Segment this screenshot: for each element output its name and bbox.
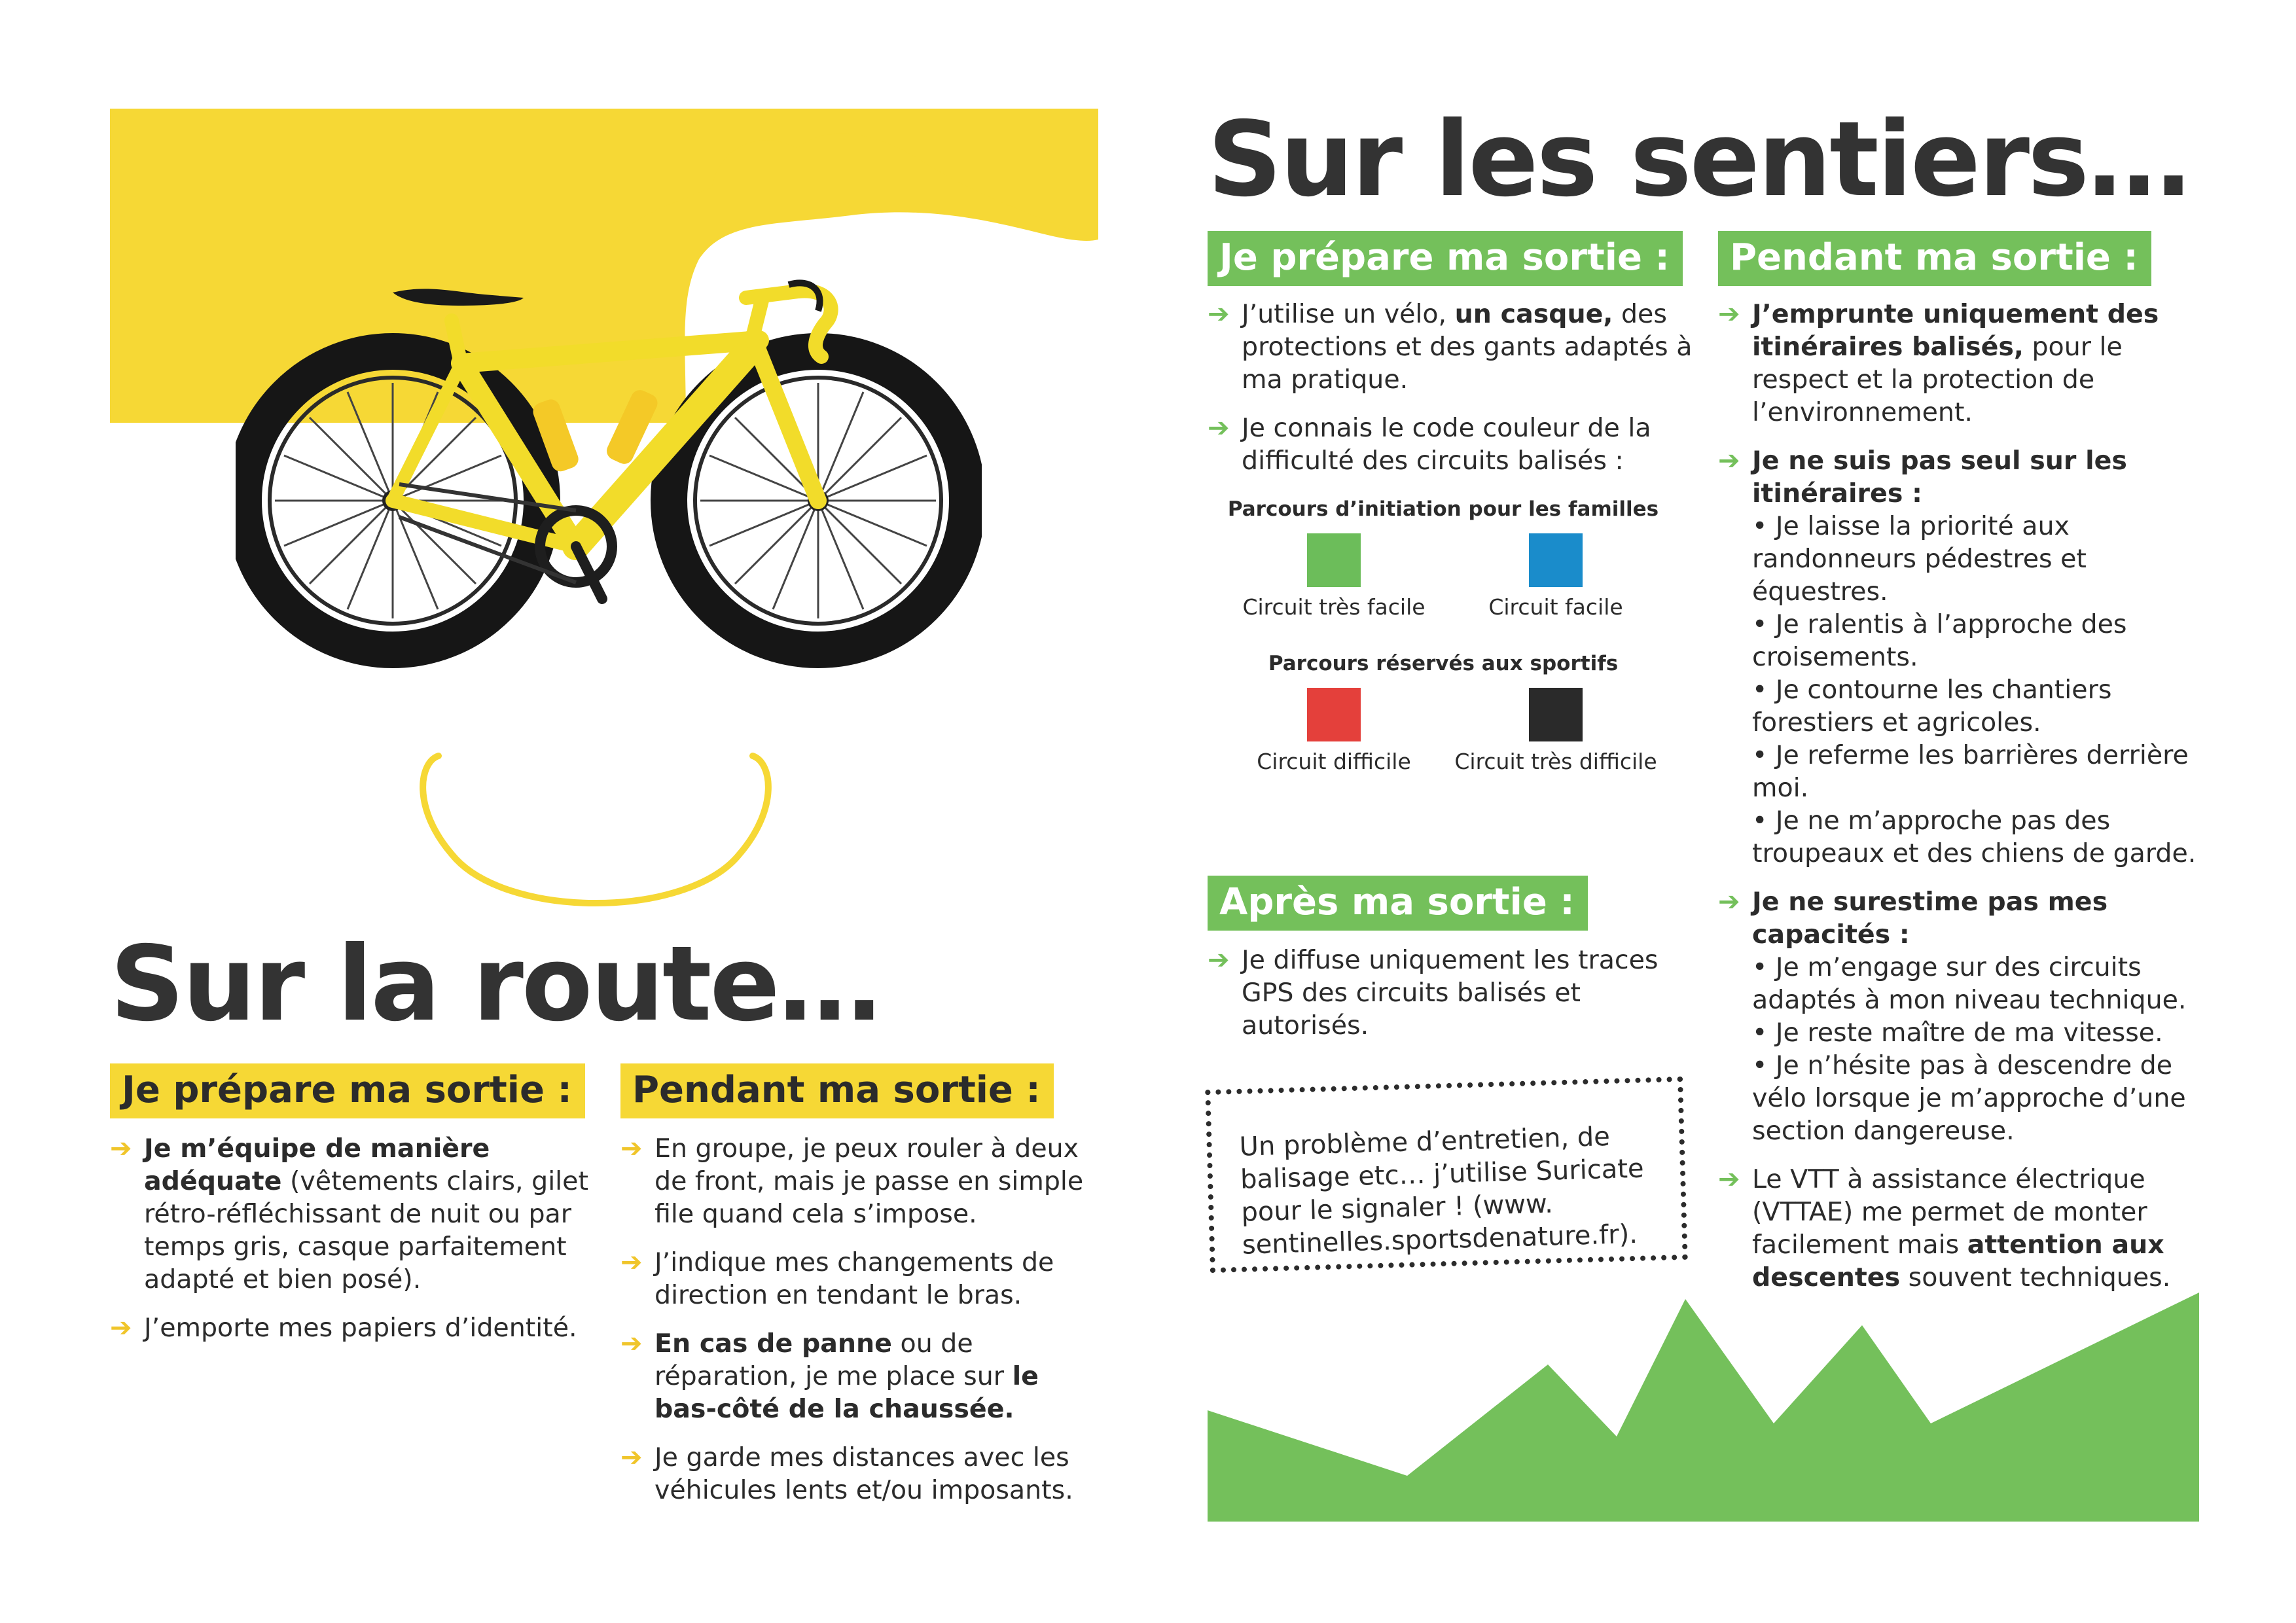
list-item: ➔ Je ne suis pas seul sur les itinéraires : • Je laisse la priorité aux randonneurs pédestres et équestres. • Je ralentis à l’approche des croisements. • Je contourne les chantiers forestiers et agricoles. • Je referme les barrières derrière moi. • Je ne m’approche pas des troupeaux et des chiens de garde. [1718,446,2197,868]
very-hard-swatch [1529,688,1583,741]
list-item: ➔ Le VTT à assistance électrique (VTTAE) me permet de monter facilement mais attention aux descentes souvent techniques. [1718,1164,2171,1293]
yellow-frame [393,298,818,546]
hard-label: Circuit difficile [1257,749,1411,774]
difficulty-legend [1217,497,1669,785]
road-during-heading: Pendant ma sortie : [620,1063,1054,1118]
list-item: ➔ En groupe, je peux rouler à deux de front, mais je passe en simple file quand cela s’impose. [620,1133,1084,1229]
list-item: ➔ J’emprunte uniquement des itinéraires balisés, pour le respect et la protection de l’environnement. [1718,299,2159,427]
arrow-right-icon: ➔ [620,1329,643,1359]
list-item: ➔ En cas de panne ou de réparation, je me place sur le bas-côté de la chaussée. [620,1329,1039,1424]
trails-prepare-heading: Je prépare ma sortie : [1208,231,1683,286]
trails-after-list [1208,944,1679,1058]
arrow-right-icon: ➔ [1718,299,1740,329]
easy-label: Circuit facile [1488,594,1623,620]
arrow-right-icon: ➔ [1718,887,1740,917]
very-hard-label: Circuit très difficile [1454,749,1657,774]
arrow-right-icon: ➔ [110,1313,132,1343]
hard-swatch [1307,688,1361,741]
road-bike-illustration [236,259,982,704]
list-item: ➔ Je diffuse uniquement les traces GPS des circuits balisés et autorisés. [1208,945,1659,1041]
saddle [393,289,524,306]
arrow-right-icon: ➔ [620,1442,643,1472]
list-item: ➔ J’utilise un vélo, un casque, des protections et des gants adaptés à ma pratique. [1208,299,1693,395]
list-item: ➔ Je garde mes distances avec les véhicules lents et/ou imposants. [620,1442,1073,1505]
road-prepare-list [110,1132,607,1360]
road-prepare-heading: Je prépare ma sortie : [110,1063,585,1118]
list-item: ➔ Je connais le code couleur de la difficulté des circuits balisés : [1208,413,1651,476]
smile-arc [406,736,785,933]
road-during-list [620,1132,1105,1522]
arrow-right-icon: ➔ [620,1133,643,1164]
trails-after-heading: Après ma sortie : [1208,876,1588,931]
road-title: Sur la route… [110,924,880,1044]
list-item: ➔ J’indique mes changements de direction en tendant le bras. [620,1247,1054,1310]
arrow-right-icon: ➔ [1208,945,1230,975]
arrow-right-icon: ➔ [1718,446,1740,476]
arrow-right-icon: ➔ [1208,413,1230,443]
list-item: ➔ Je ne surestime pas mes capacités : • Je m’engage sur des circuits adaptés à mon niveau technique. • Je reste maître de ma vitesse. • Je n’hésite pas à descendre de vélo lorsque je m’approche d’une section dangereuse. [1718,887,2187,1146]
trails-title: Sur les sentiers… [1208,99,2189,220]
suricate-notice-text: Un problème d’entretien, de balisage etc… j’utilise Suricate pour le signaler ! (www. sentinelles.sportsdenature.fr). [1239,1122,1645,1260]
list-item: ➔ Je m’équipe de manière adéquate (vêtements clairs, gilet rétro-réfléchissant de nuit ou par temps gris, casque parfaitement adapté et bien posé). [110,1133,588,1294]
green-mountain-shape [1208,1293,2199,1522]
family-legend-title: Parcours d’initiation pour les familles [1227,497,1659,521]
suricate-notice-box [1205,1077,1688,1273]
arrow-right-icon: ➔ [1718,1164,1740,1194]
very-easy-swatch [1307,533,1361,587]
trails-prepare-list [1208,298,1705,493]
sport-legend-title: Parcours réservés aux sportifs [1268,652,1619,675]
trails-during-list [1718,298,2209,1310]
list-item: ➔ J’emporte mes papiers d’identité. [110,1313,577,1343]
arrow-right-icon: ➔ [110,1133,132,1164]
easy-swatch [1529,533,1583,587]
trails-during-heading: Pendant ma sortie : [1718,231,2151,286]
arrow-right-icon: ➔ [1208,299,1230,329]
arrow-right-icon: ➔ [620,1247,643,1277]
very-easy-label: Circuit très facile [1242,594,1426,620]
